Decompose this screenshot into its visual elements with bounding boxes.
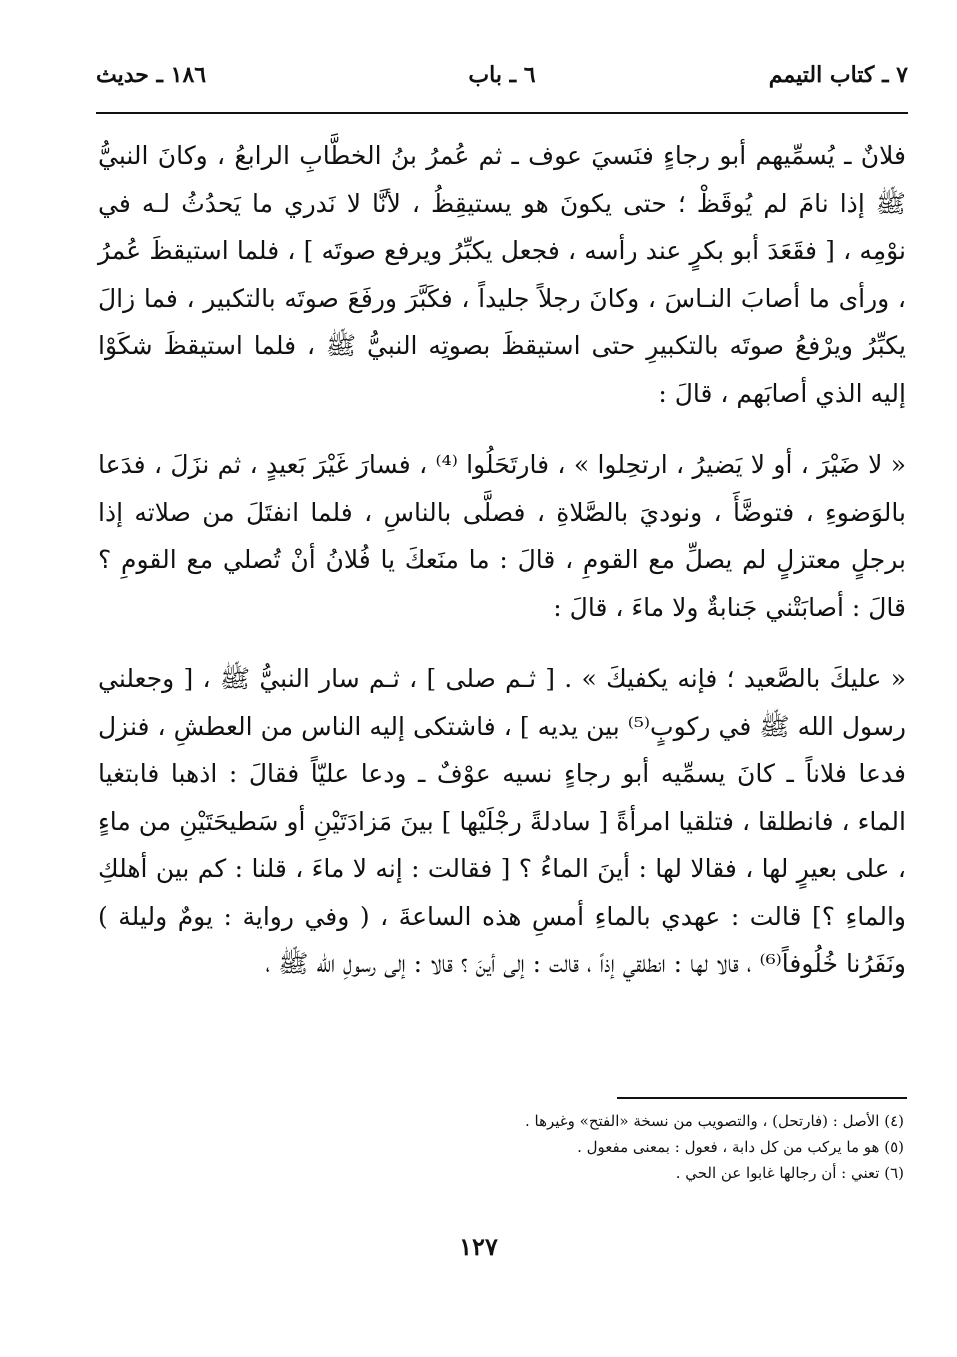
footnote-5: (٥) هو ما يركب من كل دابة ، فعول : بمعنى مفعول . — [577, 1138, 904, 1156]
paragraph-2: « لا ضَيْرَ ، أو لا يَضيرُ ، ارتحِلوا » ، فارتَحَلُوا ⁽⁴⁾ ، فسارَ غَيْرَ بَعيدٍ ، ثم نزَلَ ، فدَعا بالوَضوءِ ، فتوضَّأَ ، ونوديَ بالصَّلاةِ ، فصلَّى بالناسِ ، فلما انفتَلَ من صلاته إذا برجلٍ معتزلٍ لم يصلِّ مع القومِ ، قالَ : ما منَعكَ يا فُلانُ أنْ تُصلي مع القومِ ؟ قالَ : أصابَتْني جَنابةٌ ولا ماءَ ، قالَ : — [98, 450, 907, 622]
header-book-title: ٧ ـ كتاب التيمم — [768, 62, 908, 88]
footnote-divider — [617, 1097, 907, 1099]
page-number: ١٢٧ — [459, 1232, 498, 1261]
main-text — [98, 132, 906, 1012]
footnotes — [96, 1108, 904, 1186]
header-divider — [96, 112, 908, 114]
paragraph-3: « عليكَ بالصَّعيد ؛ فإنه يكفيكَ » . [ ثـم صلى ] ، ثـم سار النبيُّ ﷺ ، [ وجعلني رسول الله ﷺ في ركوبٍ⁽⁵⁾ بين يديه ] ، فاشتكى إليه الناس من العطشِ ، فنزل فدعا فلاناً ـ كانَ يسمِّيه أبو رجاءٍ نسيه عوْفٌ ـ ودعا عليّاً فقالَ : اذهبا فابتغيا الماء ، فانطلقا ، فتلقيا امرأةً [ سادلةً رجْلَيْها ] بينَ مَزادَتَيْنِ أو سَطيحَتَيْنِ من ماءٍ ، على بعيرٍ لها ، فقالا لها : أينَ الماءُ ؟ [ فقالت : إنه لا ماءَ ، قلنا : كم بين أهلكِ والماءِ ؟] قالت : عهدي بالماءِ أمسِ هذه الساعةَ ، ( وفي رواية : يومٌ وليلة ) ونَفَرُنا خُلُوفاً⁽⁶⁾ ، قالا لها : انطلقي إذاً ، قالت : إلى أينَ ؟ قالا : إلى رسولِ الله ﷺ ، — [98, 664, 906, 978]
header-chapter: ٦ ـ باب — [468, 62, 536, 88]
running-header — [96, 62, 908, 102]
footnote-4: (٤) الأصل : (فارتحل) ، والتصويب من نسخة «الفتح» وغيرها . — [524, 1112, 904, 1130]
paragraph-1: فلانٌ ـ يُسمِّيهم أبو رجاءٍ فنَسيَ عوف ـ ثم عُمرُ بنُ الخطَّابِ الرابعُ ، وكانَ النبيُّ ﷺ إذا نامَ لم يُوقَظْ ؛ حتى يكونَ هو يستيقِظُ ، لأنَّا لا نَدري ما يَحدُثُ لـه في نوْمِه ، [ فقَعَدَ أبو بكرٍ عند رأسه ، فجعل يكبِّرُ ويرفع صوتَه ] ، فلما استيقظَ عُمرُ ، ورأى ما أصابَ النـاسَ ، وكانَ رجلاً جليداً ، فكَبَّرَ ورفَعَ صوتَه بالتكبير ، فما زالَ يكبِّرُ ويرْفعُ صوتَه بالتكبيرِ حتى استيقظَ بصوتِه النبيُّ ﷺ ، فلما استيقظَ شكَوْا إليه الذي أصابَهم ، قالَ : — [98, 141, 906, 408]
header-hadith-number: ١٨٦ ـ حديث — [96, 62, 207, 88]
footnote-6: (٦) تعني : أن رجالها غابوا عن الحي . — [675, 1164, 904, 1182]
